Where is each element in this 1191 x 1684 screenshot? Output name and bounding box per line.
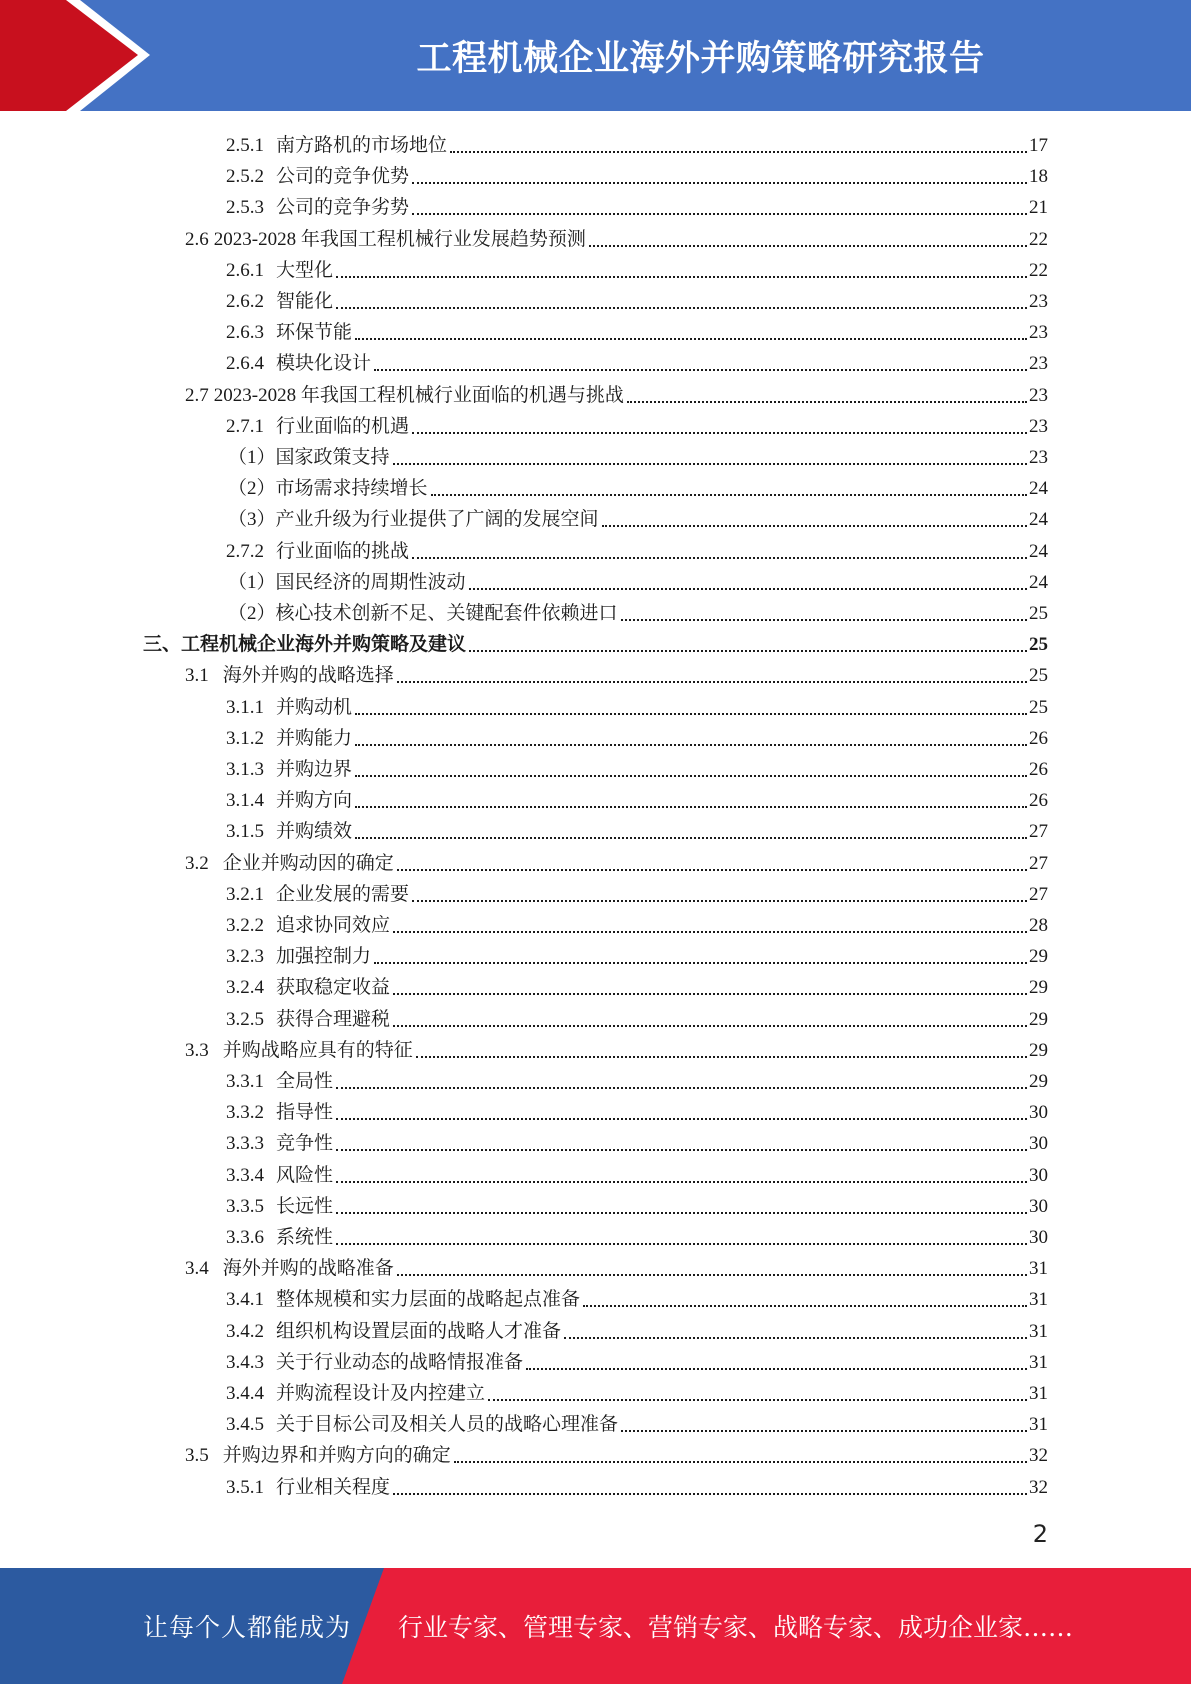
toc-entry-number: 2.6.3 — [226, 322, 264, 343]
toc-entry-label: 南方路机的市场地位 — [276, 135, 448, 156]
page-number: 2 — [1032, 1520, 1048, 1548]
toc-entry-page: 30 — [1029, 1133, 1048, 1154]
toc-entry-number: （1） — [228, 447, 276, 468]
toc-entry[interactable] — [226, 751, 1048, 782]
toc-entry[interactable] — [226, 1094, 1048, 1125]
toc-entry-page: 23 — [1029, 353, 1048, 374]
toc-entry-label: 市场需求持续增长 — [275, 478, 428, 499]
toc-dot-leader — [583, 1305, 1027, 1307]
toc-entry-label: 国家政策支持 — [275, 447, 390, 468]
toc-entry-label: 获取稳定收益 — [276, 977, 391, 998]
toc-entry-page: 24 — [1029, 572, 1048, 593]
toc-entry-number: 2.5.2 — [226, 166, 264, 187]
toc-entry[interactable] — [226, 782, 1048, 813]
toc-entry-label: 大型化 — [276, 260, 334, 281]
toc-entry-number: 2.6.4 — [226, 353, 264, 374]
toc-entry[interactable] — [226, 1375, 1048, 1406]
toc-entry-label: 竞争性 — [276, 1133, 334, 1154]
toc-entry-page: 24 — [1029, 509, 1048, 530]
toc-entry[interactable] — [226, 1063, 1048, 1094]
toc-entry-label: 2023-2028 年我国工程机械行业发展趋势预测 — [213, 229, 586, 250]
toc-entry-label: 公司的竞争劣势 — [276, 197, 410, 218]
toc-entry-page: 31 — [1029, 1258, 1048, 1279]
toc-entry-label: 核心技术创新不足、关键配套件依赖进口 — [275, 603, 618, 624]
toc-entry-page: 22 — [1029, 260, 1048, 281]
toc-entry[interactable] — [226, 1281, 1048, 1312]
toc-entry-page: 29 — [1029, 1071, 1048, 1092]
toc-entry-page: 24 — [1029, 478, 1048, 499]
toc-entry[interactable] — [226, 314, 1048, 345]
toc-entry-label: 加强控制力 — [276, 946, 372, 967]
toc-entry-number: （1） — [228, 572, 276, 593]
toc-entry-page: 32 — [1029, 1477, 1048, 1498]
toc-entry-number: 2.5.3 — [226, 197, 264, 218]
toc-dot-leader — [393, 1493, 1027, 1495]
toc-entry-page: 23 — [1029, 322, 1048, 343]
toc-entry-number: 2.6.1 — [226, 260, 264, 281]
toc-entry-number: 3.1.5 — [226, 821, 264, 842]
toc-dot-leader — [397, 869, 1027, 871]
toc-entry[interactable] — [226, 1188, 1048, 1219]
toc-entry-label: 全局性 — [276, 1071, 334, 1092]
toc-entry-number: 3.4.2 — [226, 1321, 264, 1342]
toc-entry[interactable] — [185, 377, 1048, 408]
toc-entry-number: 2.5.1 — [226, 135, 264, 156]
toc-entry[interactable] — [226, 189, 1048, 220]
toc-entry[interactable] — [226, 1406, 1048, 1437]
toc-entry-label: 海外并购的战略准备 — [222, 1258, 394, 1279]
toc-entry-number: （2） — [228, 478, 276, 499]
toc-dot-leader — [469, 650, 1027, 652]
toc-entry-label: 并购边界和并购方向的确定 — [222, 1445, 451, 1466]
toc-entry-number: 3.2.4 — [226, 977, 264, 998]
toc-dot-leader — [454, 1461, 1027, 1463]
toc-dot-leader — [416, 1056, 1027, 1058]
toc-dot-leader — [374, 962, 1027, 964]
toc-entry-label: 长远性 — [276, 1196, 334, 1217]
toc-entry-page: 32 — [1029, 1445, 1048, 1466]
toc-dot-leader — [412, 213, 1027, 215]
toc-entry[interactable] — [185, 657, 1048, 688]
toc-entry-number: 3.4.3 — [226, 1352, 264, 1373]
toc-dot-leader — [393, 1025, 1027, 1027]
toc-entry[interactable] — [226, 938, 1048, 969]
toc-entry-page: 17 — [1029, 135, 1048, 156]
toc-entry[interactable] — [226, 1125, 1048, 1156]
toc-entry[interactable] — [228, 439, 1048, 470]
toc-entry[interactable] — [226, 1469, 1048, 1500]
toc-dot-leader — [488, 1399, 1027, 1401]
toc-entry-number: 2.7.1 — [226, 416, 264, 437]
toc-entry-label: 获得合理避税 — [276, 1009, 391, 1030]
toc-entry[interactable] — [185, 1250, 1048, 1281]
toc-entry-label: 智能化 — [276, 291, 334, 312]
toc-entry-page: 23 — [1029, 416, 1048, 437]
toc-entry[interactable] — [185, 845, 1048, 876]
toc-entry-number: 3.3.2 — [226, 1102, 264, 1123]
toc-entry-label: 公司的竞争优势 — [276, 166, 410, 187]
toc-entry[interactable] — [226, 969, 1048, 1000]
toc-entry-page: 27 — [1029, 821, 1048, 842]
toc-entry[interactable] — [226, 1157, 1048, 1188]
toc-entry-page: 26 — [1029, 790, 1048, 811]
toc-entry-label: 环保节能 — [276, 322, 353, 343]
toc-dot-leader — [355, 744, 1027, 746]
toc-dot-leader — [450, 151, 1027, 153]
toc-entry-label: 并购流程设计及内控建立 — [276, 1383, 486, 1404]
toc-entry-page: 25 — [1029, 665, 1048, 686]
toc-entry[interactable] — [226, 907, 1048, 938]
toc-entry-number: 3.4 — [185, 1258, 209, 1279]
toc-dot-leader — [621, 619, 1027, 621]
toc-dot-leader — [336, 1149, 1027, 1151]
toc-entry[interactable] — [228, 470, 1048, 501]
toc-entry-label: 追求协同效应 — [276, 915, 391, 936]
toc-entry-number: 3.1.2 — [226, 728, 264, 749]
toc-dot-leader — [355, 775, 1027, 777]
toc-entry-page: 29 — [1029, 977, 1048, 998]
toc-entry-page: 23 — [1029, 291, 1048, 312]
toc-entry-label: 工程机械企业海外并购策略及建议 — [181, 634, 467, 655]
toc-entry[interactable] — [226, 533, 1048, 564]
toc-entry-number: 3.4.4 — [226, 1383, 264, 1404]
toc-entry-number: （3） — [228, 509, 276, 530]
toc-dot-leader — [526, 1368, 1027, 1370]
toc-entry-page: 25 — [1029, 603, 1048, 624]
toc-entry-page: 31 — [1029, 1321, 1048, 1342]
toc-dot-leader — [412, 900, 1027, 902]
toc-entry-label: 行业相关程度 — [276, 1477, 391, 1498]
toc-entry[interactable] — [226, 813, 1048, 844]
toc-entry-number: 3.1.1 — [226, 697, 264, 718]
toc-dot-leader — [431, 494, 1027, 496]
toc-dot-leader — [374, 369, 1027, 371]
toc-entry[interactable] — [226, 689, 1048, 720]
toc-dot-leader — [393, 931, 1027, 933]
toc-entry-number: 2.6.2 — [226, 291, 264, 312]
toc-entry-label: 并购动机 — [276, 697, 353, 718]
toc-entry-number: 3.2 — [185, 853, 209, 874]
toc-entry[interactable] — [226, 252, 1048, 283]
toc-dot-leader — [469, 588, 1027, 590]
toc-entry-number: （2） — [228, 603, 276, 624]
toc-dot-leader — [336, 1118, 1027, 1120]
toc-entry[interactable] — [226, 1219, 1048, 1250]
toc-entry-number: 3.4.1 — [226, 1289, 264, 1310]
toc-entry-label: 系统性 — [276, 1227, 334, 1248]
toc-entry-label: 并购边界 — [276, 759, 353, 780]
toc-entry-number: 3.5.1 — [226, 1477, 264, 1498]
toc-dot-leader — [336, 1087, 1027, 1089]
toc-entry-label: 模块化设计 — [276, 353, 372, 374]
toc-entry-label: 产业升级为行业提供了广阔的发展空间 — [275, 509, 599, 530]
toc-entry-label: 组织机构设置层面的战略人才准备 — [276, 1321, 562, 1342]
toc-dot-leader — [393, 463, 1027, 465]
toc-entry-number: 3.3.1 — [226, 1071, 264, 1092]
toc-entry-page: 25 — [1029, 634, 1048, 655]
toc-entry-number: 3.2.5 — [226, 1009, 264, 1030]
toc-dot-leader — [397, 1274, 1027, 1276]
toc-entry-page: 25 — [1029, 697, 1048, 718]
toc-entry-page: 18 — [1029, 166, 1048, 187]
toc-dot-leader — [589, 245, 1027, 247]
toc-entry-number: 3.3.4 — [226, 1165, 264, 1186]
toc-entry-page: 30 — [1029, 1196, 1048, 1217]
toc-dot-leader — [355, 713, 1027, 715]
toc-entry-number: 3.1 — [185, 665, 209, 686]
toc-entry-number: 3.2.2 — [226, 915, 264, 936]
toc-entry[interactable] — [185, 221, 1048, 252]
footer-slogan-left: 让每个人都能成为 — [143, 1613, 352, 1642]
toc-dot-leader — [564, 1337, 1027, 1339]
toc-entry-number: 3.5 — [185, 1445, 209, 1466]
toc-entry-page: 30 — [1029, 1227, 1048, 1248]
toc-dot-leader — [602, 525, 1027, 527]
toc-entry-number: 3.2.3 — [226, 946, 264, 967]
toc-entry-page: 22 — [1029, 229, 1048, 250]
toc-entry[interactable] — [226, 345, 1048, 376]
toc-entry[interactable] — [226, 876, 1048, 907]
toc-entry-number: 3.4.5 — [226, 1414, 264, 1435]
toc-dot-leader — [355, 837, 1027, 839]
toc-entry[interactable] — [226, 1313, 1048, 1344]
toc-entry-number: 3.3.6 — [226, 1227, 264, 1248]
toc-dot-leader — [336, 1212, 1027, 1214]
toc-dot-leader — [355, 338, 1027, 340]
toc-entry-page: 31 — [1029, 1414, 1048, 1435]
toc-entry-label: 国民经济的周期性波动 — [275, 572, 466, 593]
toc-dot-leader — [336, 1181, 1027, 1183]
toc-entry-page: 23 — [1029, 447, 1048, 468]
toc-entry[interactable] — [226, 283, 1048, 314]
toc-entry-number: 三、 — [143, 634, 182, 655]
toc-entry[interactable] — [143, 626, 1048, 657]
toc-dot-leader — [393, 993, 1027, 995]
toc-entry-page: 30 — [1029, 1165, 1048, 1186]
toc-entry-label: 海外并购的战略选择 — [222, 665, 394, 686]
toc-entry-page: 23 — [1029, 385, 1048, 406]
toc-entry-number: 2.7 — [185, 385, 209, 406]
toc-entry-number: 3.2.1 — [226, 884, 264, 905]
toc-entry[interactable] — [226, 1001, 1048, 1032]
toc-dot-leader — [627, 401, 1027, 403]
toc-entry-number: 3.3.5 — [226, 1196, 264, 1217]
toc-entry-page: 29 — [1029, 1009, 1048, 1030]
toc-entry-page: 27 — [1029, 853, 1048, 874]
toc-entry-number: 2.7.2 — [226, 541, 264, 562]
toc-entry-page: 29 — [1029, 946, 1048, 967]
toc-entry-page: 28 — [1029, 915, 1048, 936]
toc-entry-number: 3.3.3 — [226, 1133, 264, 1154]
toc-entry-page: 29 — [1029, 1040, 1048, 1061]
toc-entry-number: 2.6 — [185, 229, 209, 250]
toc-entry-page: 30 — [1029, 1102, 1048, 1123]
header-arrow-icon — [0, 0, 138, 111]
toc-entry[interactable] — [226, 1344, 1048, 1375]
toc-entry-label: 并购能力 — [276, 728, 353, 749]
toc-entry-page: 21 — [1029, 197, 1048, 218]
toc-entry-number: 3.1.3 — [226, 759, 264, 780]
toc-dot-leader — [412, 432, 1027, 434]
toc-entry[interactable] — [185, 1437, 1048, 1468]
toc-entry-label: 整体规模和实力层面的战略起点准备 — [276, 1289, 581, 1310]
toc-entry[interactable] — [226, 158, 1048, 189]
toc-entry-label: 指导性 — [276, 1102, 334, 1123]
toc-entry-page: 26 — [1029, 728, 1048, 749]
toc-entry[interactable] — [226, 408, 1048, 439]
toc-entry-label: 并购战略应具有的特征 — [222, 1040, 413, 1061]
toc-dot-leader — [336, 307, 1027, 309]
toc-entry[interactable] — [226, 720, 1048, 751]
toc-dot-leader — [355, 806, 1027, 808]
toc-entry-label: 企业发展的需要 — [276, 884, 410, 905]
toc-entry-label: 风险性 — [276, 1165, 334, 1186]
toc-entry-number: 3.1.4 — [226, 790, 264, 811]
toc-dot-leader — [336, 1243, 1027, 1245]
toc-entry-label: 关于行业动态的战略情报准备 — [276, 1352, 524, 1373]
report-title: 工程机械企业海外并购策略研究报告 — [416, 38, 985, 79]
toc-entry-label: 企业并购动因的确定 — [222, 853, 394, 874]
toc-entry-label: 关于目标公司及相关人员的战略心理准备 — [276, 1414, 619, 1435]
toc-entry[interactable] — [185, 1032, 1048, 1063]
toc-entry-page: 31 — [1029, 1352, 1048, 1373]
toc-entry[interactable] — [228, 564, 1048, 595]
toc-entry-label: 并购方向 — [276, 790, 353, 811]
toc-entry-label: 并购绩效 — [276, 821, 353, 842]
toc-dot-leader — [412, 557, 1027, 559]
toc-entry-page: 26 — [1029, 759, 1048, 780]
toc-entry-label: 行业面临的机遇 — [276, 416, 410, 437]
toc-entry[interactable] — [228, 501, 1048, 532]
toc-dot-leader — [412, 182, 1027, 184]
toc-entry-page: 27 — [1029, 884, 1048, 905]
toc-entry-number: 3.3 — [185, 1040, 209, 1061]
footer-slogan-right: 行业专家、管理专家、营销专家、战略专家、成功企业家…… — [398, 1613, 1074, 1642]
toc-entry-label: 行业面临的挑战 — [276, 541, 410, 562]
header-band — [0, 0, 1191, 111]
toc-dot-leader — [621, 1430, 1027, 1432]
toc-dot-leader — [397, 681, 1027, 683]
toc-entry-page: 24 — [1029, 541, 1048, 562]
footer-band — [0, 1568, 1191, 1684]
toc-entry-label: 2023-2028 年我国工程机械行业面临的机遇与挑战 — [213, 385, 624, 406]
toc-entry-page: 31 — [1029, 1289, 1048, 1310]
toc-dot-leader — [336, 276, 1027, 278]
toc-entry[interactable] — [226, 127, 1048, 158]
toc-entry[interactable] — [228, 595, 1048, 626]
toc-entry-page: 31 — [1029, 1383, 1048, 1404]
